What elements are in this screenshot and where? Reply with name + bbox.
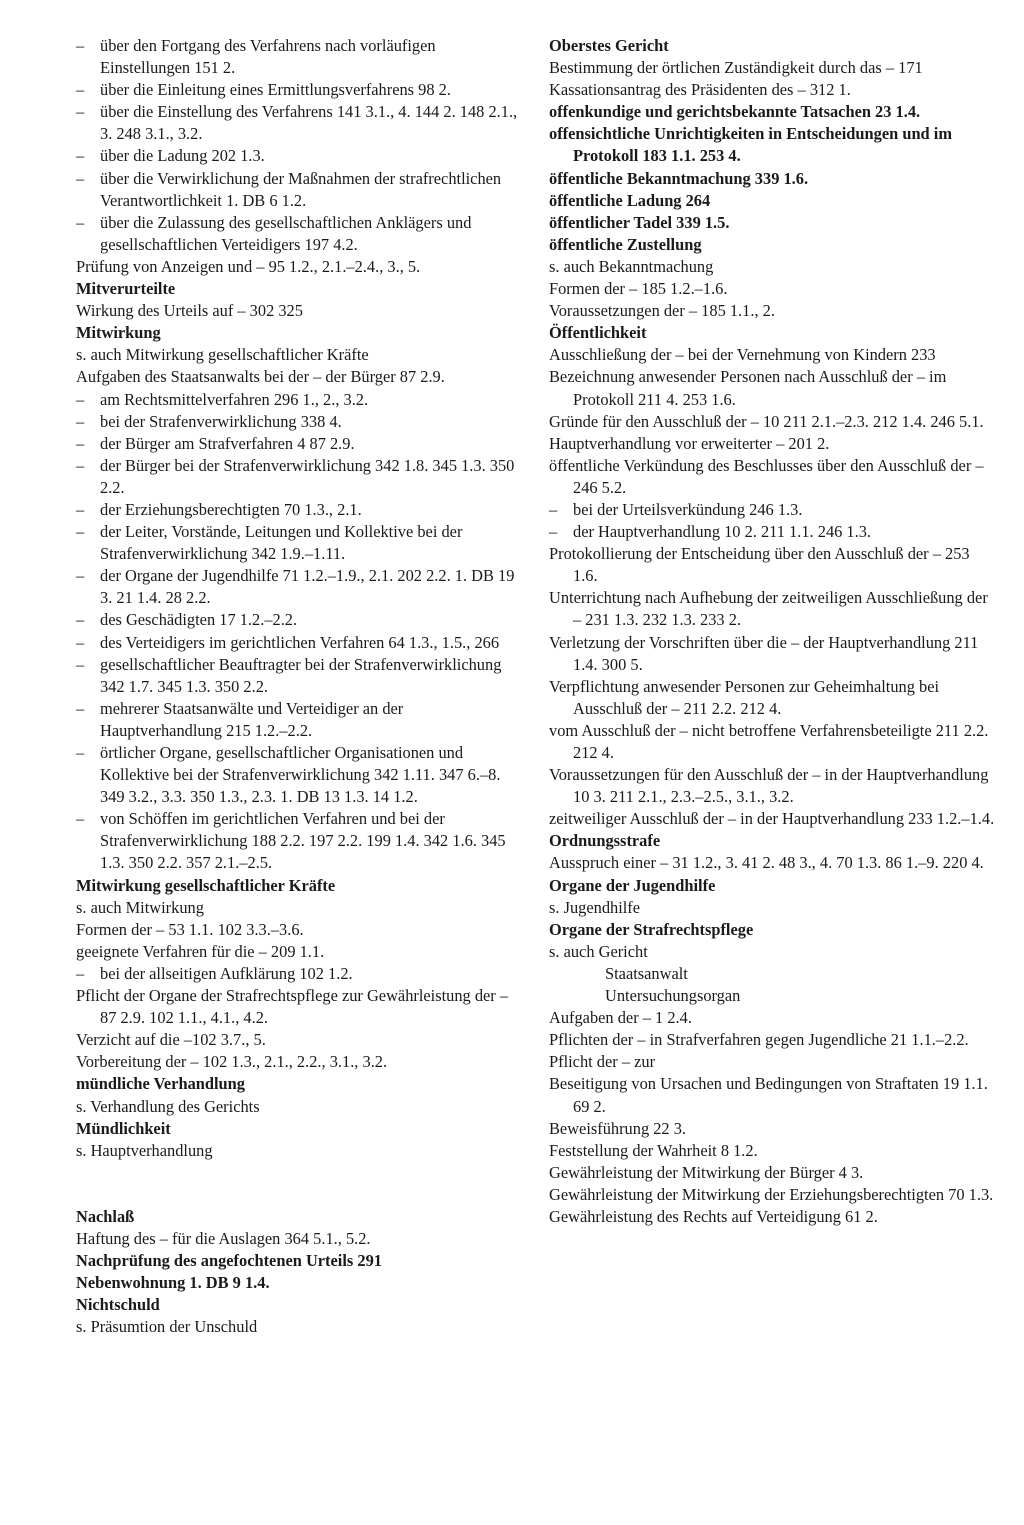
index-entry bbox=[549, 543, 997, 587]
entry-text: Verzicht auf die –102 3.7., 5. bbox=[76, 1030, 266, 1050]
entry-text: Feststellung der Wahrheit 8 1.2. bbox=[549, 1140, 758, 1160]
entry-text: Gründe für den Ausschluß der – 10 211 2.1.–2.3. 212 1.4. 246 5.1. bbox=[549, 411, 984, 431]
index-entry bbox=[76, 1140, 520, 1162]
index-subentry bbox=[76, 145, 520, 167]
entry-text: – mehrerer Staatsanwälte und Verteidiger an der Hauptverhandlung 215 1.2.–2.2. bbox=[100, 698, 404, 740]
entry-text: Organe der Jugendhilfe bbox=[549, 875, 716, 895]
index-entry bbox=[549, 1051, 997, 1073]
entry-text: s. auch Bekanntmachung bbox=[549, 256, 714, 276]
index-heading bbox=[549, 168, 997, 190]
entry-text: Nichtschuld bbox=[76, 1295, 160, 1315]
entry-text: zeitweiliger Ausschluß der – in der Hauptverhandlung 233 1.2.–1.4. bbox=[549, 809, 995, 829]
index-entry bbox=[549, 897, 997, 919]
index-subentry bbox=[549, 1206, 997, 1228]
entry-text: Pflicht der – zur bbox=[549, 1052, 656, 1072]
index-heading bbox=[76, 1073, 520, 1095]
index-entry bbox=[76, 941, 520, 963]
entry-text: – über die Einleitung eines Ermittlungsverfahrens 98 2. bbox=[100, 80, 451, 100]
entry-text: Oberstes Gericht bbox=[549, 36, 669, 55]
entry-text: mündliche Verhandlung bbox=[76, 1074, 245, 1094]
index-entry bbox=[549, 455, 997, 499]
index-subentry bbox=[76, 411, 520, 433]
index-heading bbox=[549, 190, 997, 212]
entry-text: – der Bürger am Strafverfahren 4 87 2.9. bbox=[100, 433, 355, 453]
entry-text: offensichtliche Unrichtigkeiten in Entscheidungen und im Protokoll 183 1.1. 253 4. bbox=[549, 124, 952, 166]
entry-text: – des Verteidigers im gerichtlichen Verfahren 64 1.3., 1.5., 266 bbox=[100, 632, 500, 652]
index-entry bbox=[549, 433, 997, 455]
index-subentry bbox=[76, 654, 520, 698]
index-subentry bbox=[549, 1073, 997, 1117]
entry-text: offenkundige und gerichtsbekannte Tatsachen 23 1.4. bbox=[549, 102, 921, 122]
index-subentry bbox=[76, 389, 520, 411]
entry-text: – bei der Urteilsverkündung 246 1.3. bbox=[573, 499, 803, 519]
entry-text: Pflichten der – in Strafverfahren gegen Jugendliche 21 1.1.–2.2. bbox=[549, 1030, 969, 1050]
entry-text: Gewährleistung des Rechts auf Verteidigung 61 2. bbox=[549, 1206, 878, 1226]
entry-text: Ausschließung der – bei der Vernehmung von Kindern 233 bbox=[549, 345, 936, 365]
index-subentry bbox=[76, 565, 520, 609]
index-heading bbox=[549, 919, 997, 941]
index-entry bbox=[549, 941, 997, 963]
index-subentry bbox=[549, 985, 997, 1007]
index-heading bbox=[76, 1206, 520, 1228]
index-heading bbox=[76, 1272, 520, 1294]
entry-text: s. Hauptverhandlung bbox=[76, 1140, 213, 1160]
index-subentry bbox=[76, 433, 520, 455]
index-entry bbox=[76, 985, 520, 1029]
entry-text: – bei der Strafenverwirklichung 338 4. bbox=[100, 411, 342, 431]
entry-text: s. Jugendhilfe bbox=[549, 897, 641, 917]
index-heading bbox=[549, 234, 997, 256]
index-entry bbox=[549, 1029, 997, 1051]
entry-text: Nachlaß bbox=[76, 1206, 135, 1226]
entry-text: – am Rechtsmittelverfahren 296 1., 2., 3.2. bbox=[100, 389, 369, 409]
index-heading bbox=[549, 123, 997, 167]
entry-text: Mitverurteilte bbox=[76, 279, 176, 299]
entry-text: Unterrichtung nach Aufhebung der zeitweiligen Ausschließung der – 231 1.3. 232 1.3. 233 2. bbox=[549, 588, 988, 630]
index-subentry bbox=[76, 499, 520, 521]
index-heading bbox=[549, 875, 997, 897]
index-heading bbox=[76, 1118, 520, 1140]
entry-text: Hauptverhandlung vor erweiterter – 201 2. bbox=[549, 433, 830, 453]
index-heading bbox=[549, 322, 997, 344]
index-subentry bbox=[76, 455, 520, 499]
index-entry bbox=[76, 1316, 520, 1338]
entry-text: s. auch Gericht bbox=[549, 941, 648, 961]
entry-text: öffentliche Zustellung bbox=[549, 234, 702, 254]
index-entry bbox=[549, 256, 997, 278]
entry-text: Prüfung von Anzeigen und – 95 1.2., 2.1.–2.4., 3., 5. bbox=[76, 256, 421, 276]
entry-text: Beseitigung von Ursachen und Bedingungen von Straftaten 19 1.1. 69 2. bbox=[549, 1074, 988, 1116]
section-gap bbox=[76, 1162, 520, 1206]
index-entry bbox=[549, 632, 997, 676]
index-subentry bbox=[76, 632, 520, 654]
entry-text: – gesellschaftlicher Beauftragter bei der Strafenverwirklichung 342 1.7. 345 1.3. 350 2.2. bbox=[100, 654, 502, 696]
entry-text: – über die Verwirklichung der Maßnahmen der strafrechtlichen Verantwortlichkeit 1. DB 6 1.2. bbox=[100, 168, 502, 210]
index-subentry bbox=[76, 212, 520, 256]
index-subentry bbox=[76, 609, 520, 631]
index-heading bbox=[76, 278, 520, 300]
entry-text: – über die Zulassung des gesellschaftlichen Anklägers und gesellschaftlichen Verteidigers 197 4.2. bbox=[100, 212, 472, 254]
index-heading bbox=[549, 101, 997, 123]
entry-text: Ausspruch einer – 31 1.2., 3. 41 2. 48 3., 4. 70 1.3. 86 1.–9. 220 4. bbox=[549, 853, 984, 873]
index-entry bbox=[549, 57, 997, 79]
entry-text: öffentliche Verkündung des Beschlusses über den Ausschluß der – 246 5.2. bbox=[549, 455, 984, 497]
index-subentry bbox=[76, 79, 520, 101]
entry-text: Beweisführung 22 3. bbox=[549, 1118, 687, 1138]
entry-text: Pflicht der Organe der Strafrechtspflege zur Gewährleistung der – 87 2.9. 102 1.1., 4.1., 4.2. bbox=[76, 986, 509, 1028]
index-subentry bbox=[76, 808, 520, 874]
index-subentry bbox=[549, 521, 997, 543]
index-entry bbox=[549, 1007, 997, 1029]
entry-text: Voraussetzungen der – 185 1.1., 2. bbox=[549, 301, 775, 321]
entry-text: Aufgaben des Staatsanwalts bei der – der Bürger 87 2.9. bbox=[76, 367, 445, 387]
index-subentry bbox=[549, 1118, 997, 1140]
index-entry bbox=[549, 278, 997, 300]
index-subentry bbox=[549, 963, 997, 985]
entry-text: Verletzung der Vorschriften über die – der Hauptverhandlung 211 1.4. 300 5. bbox=[549, 632, 979, 674]
index-entry bbox=[76, 344, 520, 366]
entry-text: Mündlichkeit bbox=[76, 1118, 171, 1138]
index-subentry bbox=[549, 1140, 997, 1162]
entry-text: – des Geschädigten 17 1.2.–2.2. bbox=[100, 610, 298, 630]
entry-text: Kassationsantrag des Präsidenten des – 312 1. bbox=[549, 80, 851, 100]
index-entry bbox=[76, 256, 520, 278]
entry-text: – über die Ladung 202 1.3. bbox=[100, 146, 265, 166]
index-subentry bbox=[549, 1162, 997, 1184]
index-entry bbox=[76, 897, 520, 919]
index-heading bbox=[76, 1250, 520, 1272]
entry-text: öffentlicher Tadel 339 1.5. bbox=[549, 212, 730, 232]
entry-text: – von Schöffen im gerichtlichen Verfahren und bei der Strafenverwirklichung 188 2.2. 197 2.2. 199 1.4. 342 1.6. 345 1.3. 350 2.2. 357 2.1.–2.5. bbox=[100, 809, 506, 873]
entry-text: Bestimmung der örtlichen Zuständigkeit durch das – 171 bbox=[549, 58, 923, 78]
entry-text: Vorbereitung der – 102 1.3., 2.1., 2.2., 3.1., 3.2. bbox=[76, 1052, 388, 1072]
entry-text: Haftung des – für die Auslagen 364 5.1., 5.2. bbox=[76, 1228, 371, 1248]
index-entry bbox=[76, 366, 520, 388]
entry-text: Mitwirkung bbox=[76, 323, 161, 343]
index-heading bbox=[76, 322, 520, 344]
entry-text: Aufgaben der – 1 2.4. bbox=[549, 1008, 692, 1028]
entry-text: Mitwirkung gesellschaftlicher Kräfte bbox=[76, 875, 336, 895]
entry-text: Formen der – 53 1.1. 102 3.3.–3.6. bbox=[76, 919, 304, 939]
index-subentry bbox=[549, 1184, 997, 1206]
entry-text: öffentliche Ladung 264 bbox=[549, 190, 711, 210]
entry-text: vom Ausschluß der – nicht betroffene Verfahrensbeteiligte 211 2.2. 212 4. bbox=[549, 720, 989, 762]
index-entry bbox=[549, 587, 997, 631]
entry-text: Öffentlichkeit bbox=[549, 323, 647, 343]
entry-text: – der Hauptverhandlung 10 2. 211 1.1. 246 1.3. bbox=[573, 522, 872, 542]
entry-text: Nachprüfung des angefochtenen Urteils 291 bbox=[76, 1250, 382, 1270]
index-entry bbox=[549, 676, 997, 720]
index-heading bbox=[549, 830, 997, 852]
entry-text: s. auch Mitwirkung gesellschaftlicher Kräfte bbox=[76, 345, 369, 365]
entry-text: – der Leiter, Vorstände, Leitungen und Kollektive bei der Strafenverwirklichung 342 1.9.–1.11. bbox=[100, 522, 463, 564]
index-heading bbox=[549, 212, 997, 234]
index-subentry bbox=[549, 499, 997, 521]
index-heading bbox=[76, 1294, 520, 1316]
index-subentry bbox=[76, 698, 520, 742]
index-heading bbox=[549, 35, 997, 57]
index-entry bbox=[549, 300, 997, 322]
entry-text: – über den Fortgang des Verfahrens nach vorläufigen Einstellungen 151 2. bbox=[100, 36, 436, 78]
entry-text: Organe der Strafrechtspflege bbox=[549, 919, 754, 939]
entry-text: Voraussetzungen für den Ausschluß der – in der Hauptverhandlung 10 3. 211 2.1., 2.3.–2.5., 3.1., 3.2. bbox=[549, 765, 989, 807]
entry-text: – bei der allseitigen Aufklärung 102 1.2. bbox=[100, 963, 353, 983]
index-heading bbox=[76, 875, 520, 897]
index-entry bbox=[549, 764, 997, 808]
entry-text: geeignete Verfahren für die – 209 1.1. bbox=[76, 941, 325, 961]
entry-text: – über die Einstellung des Verfahrens 141 3.1., 4. 144 2. 148 2.1., 3. 248 3.1., 3.2. bbox=[100, 102, 518, 144]
index-entry bbox=[549, 344, 997, 366]
index-subentry bbox=[76, 35, 520, 79]
entry-text: s. Verhandlung des Gerichts bbox=[76, 1096, 260, 1116]
entry-text: Verpflichtung anwesender Personen zur Geheimhaltung bei Ausschluß der – 211 2.2. 212 4. bbox=[549, 676, 940, 718]
entry-text: Staatsanwalt bbox=[605, 963, 688, 983]
entry-text: – örtlicher Organe, gesellschaftlicher Organisationen und Kollektive bei der Strafenverwirklichung 342 1.11. 347 6.–8. 349 3.2., 3.3. 350 1.3., 2.3. 1. DB 13 1.3. 14 1.2. bbox=[100, 743, 501, 807]
index-entry bbox=[76, 919, 520, 941]
index-entry bbox=[549, 79, 997, 101]
entry-text: Protokollierung der Entscheidung über den Ausschluß der – 253 1.6. bbox=[549, 544, 970, 586]
index-entry bbox=[549, 852, 997, 874]
index-entry bbox=[76, 1029, 520, 1051]
entry-text: Nebenwohnung 1. DB 9 1.4. bbox=[76, 1273, 270, 1293]
entry-text: – der Organe der Jugendhilfe 71 1.2.–1.9., 2.1. 202 2.2. 1. DB 19 3. 21 1.4. 28 2.2. bbox=[100, 566, 515, 608]
entry-text: Untersuchungsorgan bbox=[605, 986, 741, 1006]
index-entry bbox=[549, 808, 997, 830]
entry-text: s. Präsumtion der Unschuld bbox=[76, 1317, 258, 1337]
entry-text: Wirkung des Urteils auf – 302 325 bbox=[76, 301, 303, 321]
index-entry bbox=[76, 1228, 520, 1250]
index-subentry bbox=[76, 742, 520, 808]
index-subentry bbox=[76, 963, 520, 985]
entry-text: Bezeichnung anwesender Personen nach Ausschluß der – im Protokoll 211 4. 253 1.6. bbox=[549, 367, 947, 409]
index-entry bbox=[549, 411, 997, 433]
index-subentry bbox=[76, 101, 520, 145]
index-entry bbox=[549, 366, 997, 410]
entry-text: s. auch Mitwirkung bbox=[76, 897, 204, 917]
entry-text: Ordnungsstrafe bbox=[549, 831, 661, 851]
index-entry bbox=[76, 1051, 520, 1073]
index-entry bbox=[76, 1096, 520, 1118]
index-entry bbox=[76, 300, 520, 322]
index-entry bbox=[549, 720, 997, 764]
right-index-column bbox=[549, 35, 997, 1228]
left-index-column bbox=[76, 35, 520, 1338]
index-subentry bbox=[76, 521, 520, 565]
entry-text: Formen der – 185 1.2.–1.6. bbox=[549, 279, 728, 299]
entry-text: Gewährleistung der Mitwirkung der Erziehungsberechtigten 70 1.3. bbox=[549, 1184, 994, 1204]
entry-text: öffentliche Bekanntmachung 339 1.6. bbox=[549, 168, 809, 188]
entry-text: Gewährleistung der Mitwirkung der Bürger 4 3. bbox=[549, 1162, 864, 1182]
entry-text: – der Erziehungsberechtigten 70 1.3., 2.1. bbox=[100, 499, 362, 519]
entry-text: – der Bürger bei der Strafenverwirklichung 342 1.8. 345 1.3. 350 2.2. bbox=[100, 455, 515, 497]
index-subentry bbox=[76, 168, 520, 212]
